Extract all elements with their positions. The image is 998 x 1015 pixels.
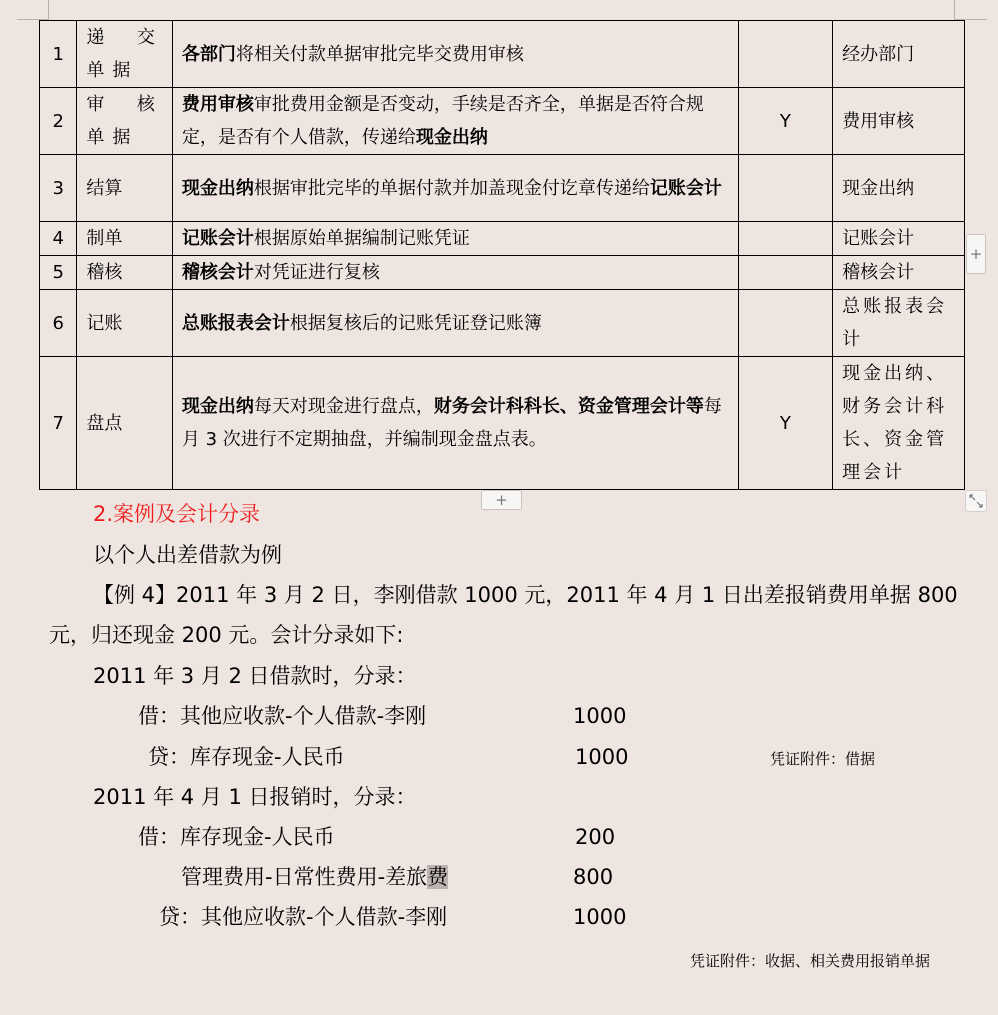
- entry2-debit1-label: 借：库存现金-人民币: [138, 825, 335, 849]
- example-line-2: 元，归还现金 200 元。会计分录如下:: [49, 623, 404, 647]
- description-text: 对凭证进行复核: [253, 262, 380, 283]
- table-row: [40, 222, 965, 256]
- step-description-cell: [172, 155, 738, 222]
- entry1-title: 2011 年 3 月 2 日借款时，分录：: [93, 664, 417, 688]
- step-number-cell: 7: [40, 357, 77, 490]
- step-number-cell: 2: [40, 88, 77, 155]
- responsible-role-cell: 稽核会计: [833, 256, 965, 290]
- bold-role-text: 财务会计科科长、资金管理会计等: [433, 396, 704, 417]
- key-control-cell: [738, 222, 832, 256]
- table-row: [40, 155, 965, 222]
- description-text: 根据复核后的记账凭证登记账簿: [289, 312, 542, 334]
- description-text: 将相关付款单据审批完毕交费用审核: [235, 43, 524, 65]
- key-control-cell: [738, 290, 832, 357]
- entry1-credit-label: 贷：库存现金-人民币: [148, 745, 345, 769]
- step-name-cell: 结算: [77, 155, 173, 222]
- step-number-cell: 6: [40, 290, 77, 357]
- entry1-debit-label: 借：其他应收款-个人借款-李刚: [138, 704, 427, 728]
- crop-mark-top-left-v: [48, 0, 49, 19]
- entry1-attachment: 凭证附件：借据: [770, 750, 876, 768]
- description-text: 每月 3 次进行不定期抽盘，并编制现金盘点表。: [181, 396, 722, 450]
- section-heading: 2.案例及会计分录: [93, 502, 261, 526]
- resize-diagonal-icon: [966, 491, 986, 511]
- step-description-cell: [172, 290, 738, 357]
- bold-role-text: 各部门: [181, 43, 236, 65]
- add-column-button[interactable]: [966, 234, 986, 274]
- crop-mark-top-right-v: [954, 0, 955, 19]
- responsible-role-cell: 记账会计: [833, 222, 965, 256]
- table-row: [40, 256, 965, 290]
- cash-process-table: [39, 20, 965, 490]
- bold-role-text: 费用审核: [181, 94, 254, 115]
- step-number-cell: 4: [40, 222, 77, 256]
- plus-icon: +: [495, 491, 508, 509]
- entry2-debit2-label: 管理费用-日常性费用-差旅费: [181, 865, 449, 889]
- responsible-role-cell: 费用审核: [833, 88, 965, 155]
- description-text: 审批费用金额是否变动，手续是否齐全，单据是否符合规定，是否有个人借款，传递给: [181, 94, 704, 148]
- step-description-cell: [172, 21, 738, 88]
- entry1-debit-amount: 1000: [573, 704, 627, 728]
- key-control-cell: Y: [738, 88, 832, 155]
- step-description-cell: [172, 88, 738, 155]
- key-control-cell: [738, 256, 832, 290]
- bold-role-text: 现金出纳: [415, 127, 488, 148]
- description-text: 每天对现金进行盘点，: [253, 396, 434, 417]
- responsible-role-cell: 经办部门: [833, 21, 965, 88]
- step-description-cell: [172, 256, 738, 290]
- step-name-cell: 制单: [77, 222, 173, 256]
- step-name-cell: 审核单据: [77, 88, 173, 155]
- text-selection[interactable]: 费: [427, 865, 449, 889]
- table-row: [40, 88, 965, 155]
- table-row: [40, 290, 965, 357]
- description-text: 根据审批完毕的单据付款并加盖现金付讫章传递给: [253, 177, 650, 199]
- bold-role-text: 现金出纳: [181, 396, 254, 417]
- intro-text: 以个人出差借款为例: [93, 543, 282, 567]
- table-resize-handle[interactable]: [965, 490, 987, 512]
- add-row-button[interactable]: [481, 490, 522, 510]
- responsible-role-cell: 现金出纳、财务会计科长、资金管理会计: [833, 357, 965, 490]
- table-row: [40, 21, 965, 88]
- key-control-cell: [738, 155, 832, 222]
- step-number-cell: 3: [40, 155, 77, 222]
- bold-role-text: 总账报表会计: [181, 312, 290, 334]
- entry2-attachment: 凭证附件：收据、相关费用报销单据: [690, 952, 931, 970]
- entry2-debit2-amount: 800: [573, 865, 614, 889]
- key-control-cell: [738, 21, 832, 88]
- entry2-debit1-amount: 200: [575, 825, 616, 849]
- entry2-title: 2011 年 4 月 1 日报销时，分录：: [93, 785, 417, 809]
- step-description-cell: [172, 357, 738, 490]
- description-text: 根据原始单据编制记账凭证: [253, 228, 470, 249]
- responsible-role-cell: 现金出纳: [833, 155, 965, 222]
- plus-icon: +: [969, 245, 983, 263]
- key-control-cell: Y: [738, 357, 832, 490]
- entry2-credit-amount: 1000: [573, 905, 627, 929]
- entry1-credit-amount: 1000: [575, 745, 629, 769]
- bold-role-text: 现金出纳: [181, 177, 254, 199]
- step-name-cell: 递交单据: [77, 21, 173, 88]
- step-name-cell: 盘点: [77, 357, 173, 490]
- step-number-cell: 5: [40, 256, 77, 290]
- step-number-cell: 1: [40, 21, 77, 88]
- step-name-cell: 稽核: [77, 256, 173, 290]
- step-name-cell: 记账: [77, 290, 173, 357]
- responsible-role-cell: 总账报表会计: [833, 290, 965, 357]
- bold-role-text: 记账会计: [181, 228, 254, 249]
- bold-role-text: 稽核会计: [181, 262, 254, 283]
- table-row: [40, 357, 965, 490]
- bold-role-text: 记账会计: [649, 177, 722, 199]
- entry2-credit-label: 贷：其他应收款-个人借款-李刚: [159, 905, 448, 929]
- example-line-1: 【例 4】2011 年 3 月 2 日，李刚借款 1000 元，2011 年 4 月 1 日出差报销费用单据 800: [93, 583, 958, 607]
- step-description-cell: [172, 222, 738, 256]
